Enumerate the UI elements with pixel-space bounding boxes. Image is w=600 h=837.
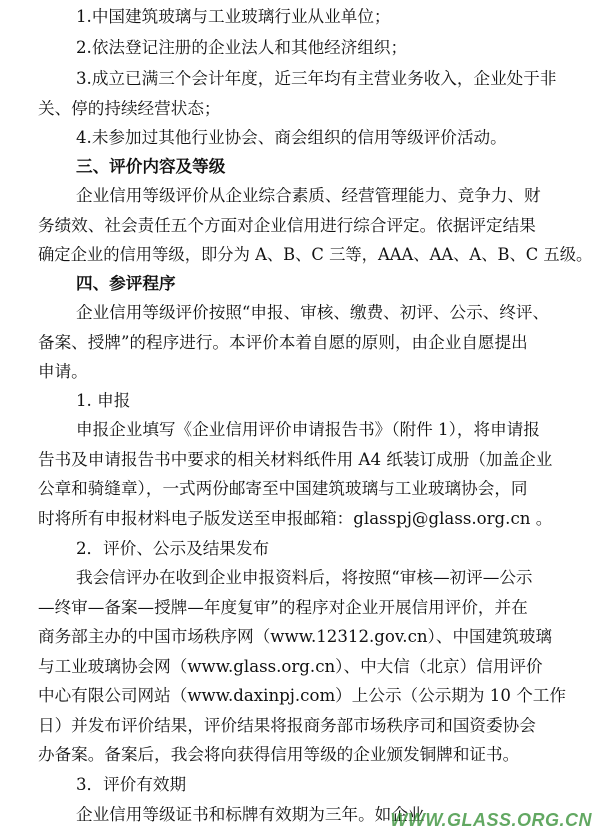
step-1-line-3: 公章和骑缝章），一式两份邮寄至中国建筑玻璃与工业玻璃协会，同 xyxy=(38,479,528,498)
section-4-heading: 四、参评程序 xyxy=(76,274,176,293)
step-2-line-1: 我会信评办在收到企业申报资料后，将按照“审核—初评—公示 xyxy=(76,568,533,587)
step-1-heading: 1. 申报 xyxy=(76,391,131,410)
section-4-paragraph-line-1: 企业信用等级评价按照“申报、审核、缴费、初评、公示、终评、 xyxy=(76,303,550,322)
step-2-heading: 2．评价、公示及结果发布 xyxy=(76,539,270,558)
section-3-heading: 三、评价内容及等级 xyxy=(76,157,226,176)
criteria-item-3-line-2: 关、停的持续经营状态； xyxy=(38,99,221,118)
step-3-line-1: 企业信用等级证书和标牌有效期为三年。如企业 xyxy=(76,805,425,824)
criteria-item-4: 4.未参加过其他行业协会、商会组织的信用等级评价活动。 xyxy=(76,128,507,147)
step-1-line-2: 告书及申请报告书中要求的相关材料纸件用 A4 纸装订成册（加盖企业 xyxy=(38,450,553,469)
step-2-line-7: 办备案。备案后，我会将向获得信用等级的企业颁发铜牌和证书。 xyxy=(38,745,520,764)
criteria-item-1: 1.中国建筑玻璃与工业玻璃行业从业单位； xyxy=(76,7,391,26)
site-watermark: WWW.GLASS.ORG.CN xyxy=(390,810,592,830)
step-2-line-3: 商务部主办的中国市场秩序网（www.12312.gov.cn）、中国建筑玻璃 xyxy=(38,627,553,646)
section-3-paragraph-line-2: 务绩效、社会责任五个方面对企业信用进行综合评定。依据评定结果 xyxy=(38,216,536,235)
step-3-heading: 3．评价有效期 xyxy=(76,775,187,794)
section-3-paragraph-line-1: 企业信用等级评价从企业综合素质、经营管理能力、竞争力、财 xyxy=(76,186,541,205)
step-2-line-2: —终审—备案—授牌—年度复审”的程序对企业开展信用评价，并在 xyxy=(38,598,528,617)
criteria-item-2: 2.依法登记注册的企业法人和其他经济组织； xyxy=(76,38,408,57)
step-2-line-6: 日）并发布评价结果，评价结果将报商务部市场秩序司和国资委协会 xyxy=(38,716,536,735)
step-1-line-1: 申报企业填写《企业信用评价申请报告书》（附件 1），将申请报 xyxy=(76,420,540,439)
section-4-paragraph-line-2: 备案、授牌”的程序进行。本评价本着自愿的原则，由企业自愿提出 xyxy=(38,333,528,352)
section-3-paragraph-line-3: 确定企业的信用等级，即分为 A、B、C 三等，AAA、AA、A、B、C 五级。 xyxy=(38,245,593,264)
section-4-paragraph-line-3: 申请。 xyxy=(38,362,88,381)
step-2-line-5: 中心有限公司网站（www.daxinpj.com）上公示（公示期为 10 个工作 xyxy=(38,686,566,705)
step-1-line-4: 时将所有申报材料电子版发送至申报邮箱：glasspj@glass.org.cn 。 xyxy=(38,509,553,528)
step-2-line-4: 与工业玻璃协会网（www.glass.org.cn）、中大信（北京）信用评价 xyxy=(38,657,543,676)
criteria-item-3-line-1: 3.成立已满三个会计年度，近三年均有主营业务收入，企业处于非 xyxy=(76,69,557,88)
